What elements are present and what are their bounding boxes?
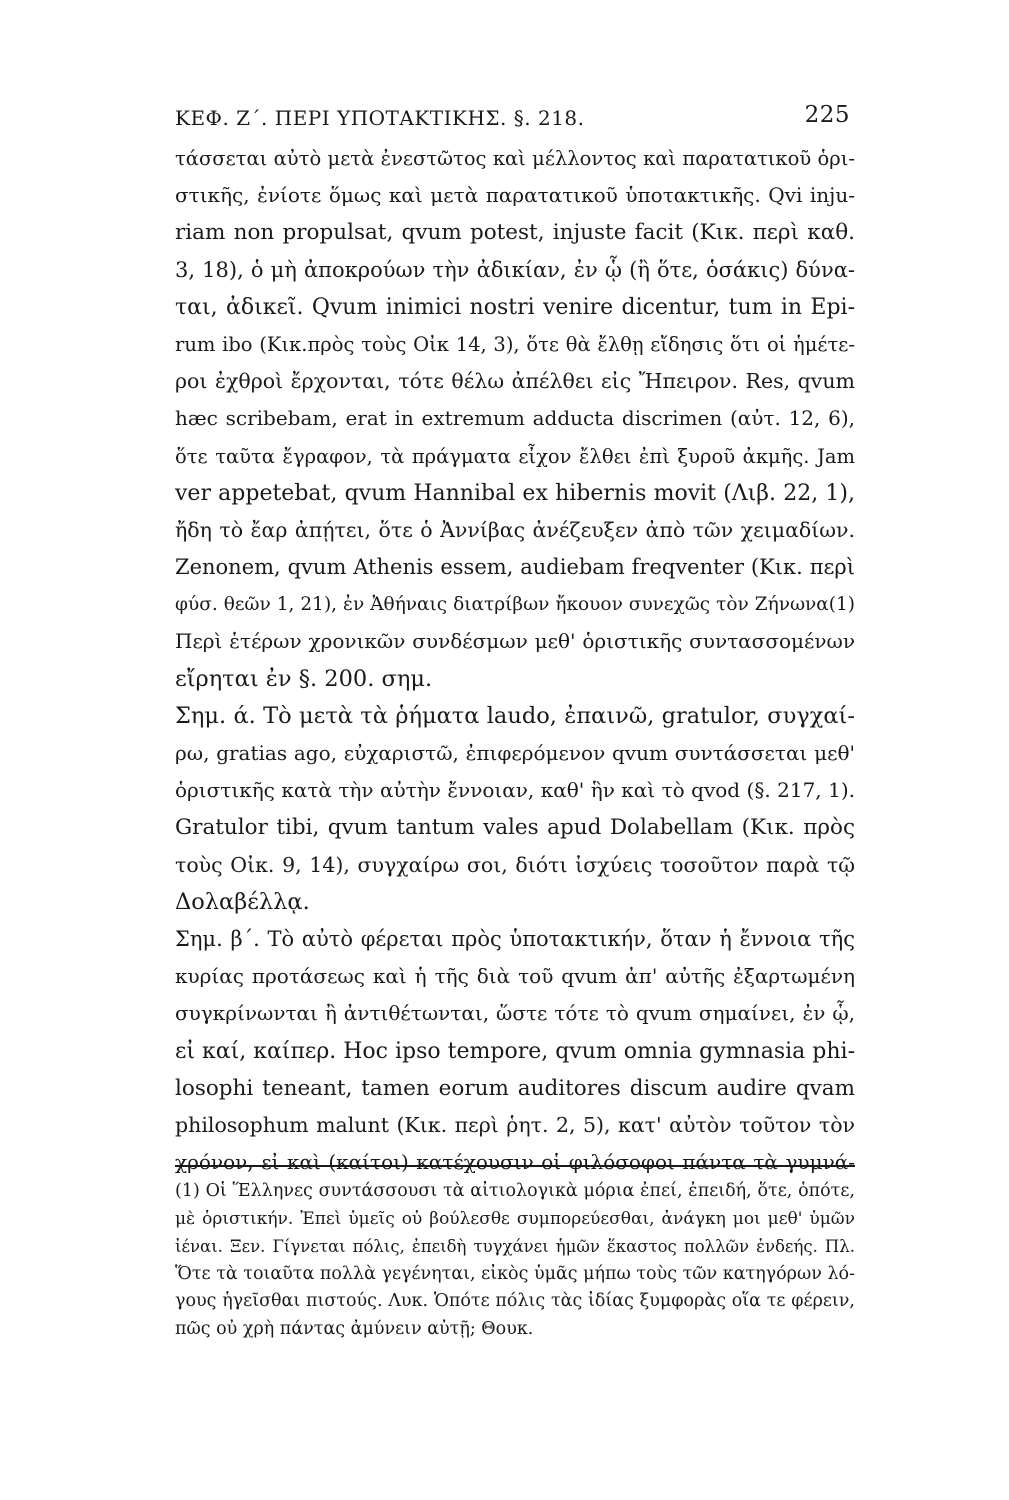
text-line: riam non propulsat, qvum potest, injuste facit (Κικ. περὶ καθ. (175, 220, 855, 246)
text-line: philosophum malunt (Κικ. περὶ ῥητ. 2, 5), κατ' αὐτὸν τοῦτον τὸν (175, 1112, 855, 1137)
text-line: ρω, gratias ago, εὐχαριστῶ, ἐπιφερόμενον qvum συντάσσεται μεθ' (175, 741, 855, 765)
text-line: κυρίας προτάσεως καὶ ἡ τῆς διὰ τοῦ qvum ἀπ' αὐτῆς ἐξαρτωμένη (175, 964, 855, 989)
text-line: φύσ. θεῶν 1, 21), ἐν Ἀθήναις διατρίβων ἤκουον συνεχῶς τὸν Ζήνωνα(1) (175, 594, 855, 616)
page-number: 225 (804, 102, 850, 128)
footnote-line: μὲ ὁριστικήν. Ἐπεὶ ὑμεῖς οὐ βούλεσθε συμπορεύεσθαι, ἀνάγκη μοι μεθ' ὑμῶν (175, 1208, 855, 1229)
text-line: στικῆς, ἐνίοτε ὅμως καὶ μετὰ παρατατικοῦ ὑποτακτικῆς. Qvi inju- (175, 183, 855, 208)
text-line: Δολαβέλλᾳ. (175, 888, 310, 915)
text-line: ροι ἐχθροὶ ἔρχονται, τότε θέλω ἀπέλθει εἰς Ἤπειρον. Res, qvum (175, 369, 855, 394)
text-line: 3, 18), ὁ μὴ ἀποκρούων τὴν ἀδικίαν, ἐν ᾧ (ἢ ὅτε, ὁσάκις) δύνα- (175, 257, 855, 282)
text-line: τάσσεται αὐτὸ μετὰ ἐνεστῶτος καὶ μέλλοντος καὶ παρατατικοῦ ὁρι- (175, 147, 855, 170)
text-line: Περὶ ἑτέρων χρονικῶν συνδέσμων μεθ' ὁριστικῆς συντασσομένων (175, 629, 855, 654)
text-line: εἴρηται ἐν §. 200. σημ. (175, 665, 433, 692)
text-line: εἰ καί, καίπερ. Hoc ipso tempore, qvum omnia gymnasia phi- (175, 1038, 855, 1064)
text-line: ὁριστικῆς κατὰ τὴν αὐτὴν ἔννοιαν, καθ' ἣν καὶ τὸ qvod (§. 217, 1). (175, 778, 855, 803)
text-line: χρόνον, εἰ καὶ (καίτοι) κατέχουσιν οἱ φιλόσοφοι πάντα τὰ γυμνά- (175, 1150, 855, 1175)
text-line: losophi teneant, tamen eorum auditores discum audire qvam (175, 1075, 855, 1101)
footnote-line: γους ἡγεῖσθαι πιστούς. Λυκ. Ὁπότε πόλις τὰς ἰδίας ξυμφορὰς οἵα τε φέρειν, (175, 1291, 855, 1311)
running-title: ΚΕΦ. Ζ΄. ΠΕΡΙ ΥΠΟΤΑΚΤΙΚΗΣ. §. 218. (175, 106, 585, 130)
text-line: ver appetebat, qvum Hannibal ex hibernis movit (Λιβ. 22, 1), (175, 480, 855, 506)
text-line: ἤδη τὸ ἔαρ ἀπῄτει, ὅτε ὁ Ἀννίβας ἀνέζευξεν ἀπὸ τῶν χειμαδίων. (175, 517, 855, 542)
footnote-rule (175, 1165, 855, 1167)
text-line: συγκρίνωνται ἢ ἀντιθέτωνται, ὥστε τότε τὸ qvum σημαίνει, ἐν ᾧ, (175, 1001, 855, 1026)
text-line: ὅτε ταῦτα ἔγραφον, τὰ πράγματα εἶχον ἔλθει ἐπὶ ξυροῦ ἀκμῆς. Jam (175, 444, 855, 468)
text-line: τοὺς Οἰκ. 9, 14), συγχαίρω σοι, διότι ἰσχύεις τοσοῦτον παρὰ τῷ (175, 852, 855, 877)
text-line: Σημ. β΄. Τὸ αὐτὸ φέρεται πρὸς ὑποτακτικήν, ὅταν ἡ ἔννοια τῆς (175, 926, 855, 951)
main-text (175, 140, 855, 1181)
footnote-line: ἰέναι. Ξεν. Γίγνεται πόλις, ἐπειδὴ τυγχάνει ἡμῶν ἕκαστος πολλῶν ἐνδεής. Πλ. (175, 1237, 855, 1256)
footnote-line: πῶς οὐ χρὴ πάντας ἀμύνειν αὐτῇ; Θουκ. (175, 1318, 534, 1339)
text-line: rum ibo (Κικ.πρὸς τοὺς Οἰκ 14, 3), ὅτε θὰ ἔλθῃ εἴδησις ὅτι οἱ ἡμέτε- (175, 332, 855, 356)
text-line: Zenonem, qvum Athenis essem, audiebam freqventer (Κικ. περὶ (175, 555, 855, 580)
text-line: ται, ἀδικεῖ. Qvum inimici nostri venire dicentur, tum in Epi- (175, 294, 855, 320)
footnote (175, 1178, 855, 1343)
footnote-line: Ὅτε τὰ τοιαῦτα πολλὰ γεγένηται, εἰκὸς ὑμᾶς μήπω τοὺς τῶν κατηγόρων λό- (175, 1263, 855, 1284)
text-line: hæc scribebam, erat in extremum adducta discrimen (αὐτ. 12, 6), (175, 406, 855, 431)
text-line: Gratulor tibi, qvum tantum vales apud Dolabellam (Κικ. πρὸς (175, 815, 855, 841)
text-line: Σημ. ά. Τὸ μετὰ τὰ ῥήματα laudo, ἐπαινῶ, gratulor, συγχαί- (175, 702, 855, 729)
page-header (175, 100, 850, 136)
footnote-line: (1) Οἱ Ἕλληνες συντάσσουσι τὰ αἰτιολογικὰ μόρια ἐπεί, ἐπειδή, ὅτε, ὁπότε, (175, 1181, 855, 1201)
